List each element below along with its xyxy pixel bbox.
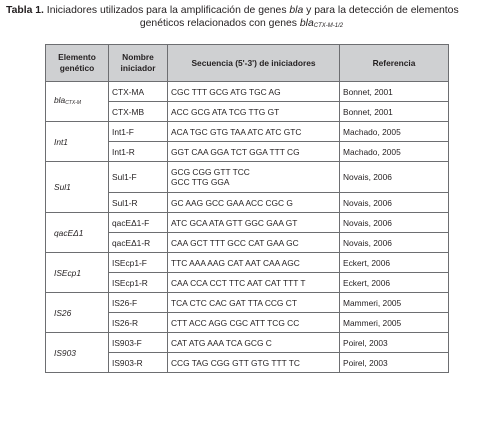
- sequence-line: TCA CTC CAC GAT TTA CCG CT: [171, 297, 297, 308]
- cell-referencia: Poirel, 2003: [340, 353, 449, 373]
- cell-nombre: IS26-F: [109, 293, 168, 313]
- cell-nombre: Int1-R: [109, 142, 168, 162]
- table-body: [46, 82, 449, 373]
- cell-secuencia: [168, 333, 340, 353]
- sequence-line: CGC TTT GCG ATG TGC AG: [171, 86, 281, 97]
- cell-secuencia: [168, 353, 340, 373]
- cell-elemento: IS903: [46, 333, 109, 373]
- header-nombre: Nombre iniciador: [109, 45, 168, 82]
- sequence-line: GCG CGG GTT TCC: [171, 167, 250, 177]
- sequence-line: CAT ATG AAA TCA GCG C: [171, 337, 272, 348]
- cell-nombre: IS903-F: [109, 333, 168, 353]
- sequence-line: ATC GCA ATA GTT GGC GAA GT: [171, 217, 298, 228]
- header-secuencia: Secuencia (5'-3') de iniciadores: [168, 45, 340, 82]
- cell-secuencia: [168, 293, 340, 313]
- cell-secuencia: [168, 313, 340, 333]
- cell-secuencia: [168, 142, 340, 162]
- cell-secuencia: [168, 273, 340, 293]
- cell-referencia: Mammeri, 2005: [340, 313, 449, 333]
- table-row: [46, 162, 449, 193]
- cell-nombre: CTX-MA: [109, 82, 168, 102]
- sequence-line: GGT CAA GGA TCT GGA TTT CG: [171, 146, 300, 157]
- sequence-line: ACA TGC GTG TAA ATC ATC GTC: [171, 126, 302, 137]
- cell-nombre: ISEcp1-F: [109, 253, 168, 273]
- table-header: [46, 45, 449, 82]
- cell-referencia: Bonnet, 2001: [340, 82, 449, 102]
- sequence-line: CAA CCA CCT TTC AAT CAT TTT T: [171, 277, 306, 288]
- cell-secuencia: [168, 122, 340, 142]
- cell-referencia: Novais, 2006: [340, 193, 449, 213]
- sequence-line: TTC AAA AAG CAT AAT CAA AGC: [171, 257, 300, 268]
- table-row: [46, 293, 449, 313]
- table-row: [46, 213, 449, 233]
- table-row: [46, 82, 449, 102]
- cell-referencia: Novais, 2006: [340, 162, 449, 193]
- cell-referencia: Novais, 2006: [340, 213, 449, 233]
- cell-nombre: IS903-R: [109, 353, 168, 373]
- cell-nombre: Int1-F: [109, 122, 168, 142]
- cell-elemento: Sul1: [46, 162, 109, 213]
- sequence-line: GCC TTG GGA: [171, 177, 230, 187]
- cell-elemento: IS26: [46, 293, 109, 333]
- cell-elemento: bla$_{CTX-M}$: [46, 82, 109, 122]
- header-referencia: Referencia: [340, 45, 449, 82]
- caption-line-2: genéticos relacionados con genes bla$_{CTX-M-1/2}$: [139, 17, 344, 29]
- cell-elemento: ISEcp1: [46, 253, 109, 293]
- cell-nombre: Sul1-F: [109, 162, 168, 193]
- cell-secuencia: [168, 213, 340, 233]
- caption-label: Tabla 1.: [6, 5, 44, 16]
- cell-nombre: qacEΔ1-R: [109, 233, 168, 253]
- table-row: [46, 253, 449, 273]
- primers-table: [45, 44, 449, 373]
- cell-referencia: Mammeri, 2005: [340, 293, 449, 313]
- cell-referencia: Poirel, 2003: [340, 333, 449, 353]
- cell-elemento: qacEΔ1: [46, 213, 109, 253]
- cell-secuencia: [168, 102, 340, 122]
- sequence-line: CCG TAG CGG GTT GTG TTT TC: [171, 357, 300, 368]
- cell-referencia: Novais, 2006: [340, 233, 449, 253]
- cell-elemento: Int1: [46, 122, 109, 162]
- sequence-line: CTT ACC AGG CGC ATT TCG CC: [171, 317, 300, 328]
- caption-line-1: Tabla 1. Iniciadores utilizados para la amplificación de genes bla y para la detección de elementos: [6, 5, 459, 16]
- table-row: [46, 333, 449, 353]
- cell-nombre: qacEΔ1-F: [109, 213, 168, 233]
- cell-secuencia: [168, 162, 340, 193]
- table-caption: [6, 5, 491, 32]
- table-row: [46, 122, 449, 142]
- sequence-line: GC AAG GCC GAA ACC CGC G: [171, 197, 293, 208]
- cell-secuencia: [168, 82, 340, 102]
- cell-nombre: IS26-R: [109, 313, 168, 333]
- cell-secuencia: [168, 233, 340, 253]
- cell-referencia: Machado, 2005: [340, 142, 449, 162]
- cell-nombre: Sul1-R: [109, 193, 168, 213]
- cell-referencia: Eckert, 2006: [340, 273, 449, 293]
- header-elemento: Elemento genético: [46, 45, 109, 82]
- sequence-line: CAA GCT TTT GCC CAT GAA GC: [171, 237, 299, 248]
- cell-nombre: CTX-MB: [109, 102, 168, 122]
- cell-referencia: Bonnet, 2001: [340, 102, 449, 122]
- cell-referencia: Eckert, 2006: [340, 253, 449, 273]
- cell-secuencia: [168, 253, 340, 273]
- sequence-line: ACC GCG ATA TCG TTG GT: [171, 106, 280, 117]
- cell-referencia: Machado, 2005: [340, 122, 449, 142]
- cell-nombre: ISEcp1-R: [109, 273, 168, 293]
- cell-secuencia: [168, 193, 340, 213]
